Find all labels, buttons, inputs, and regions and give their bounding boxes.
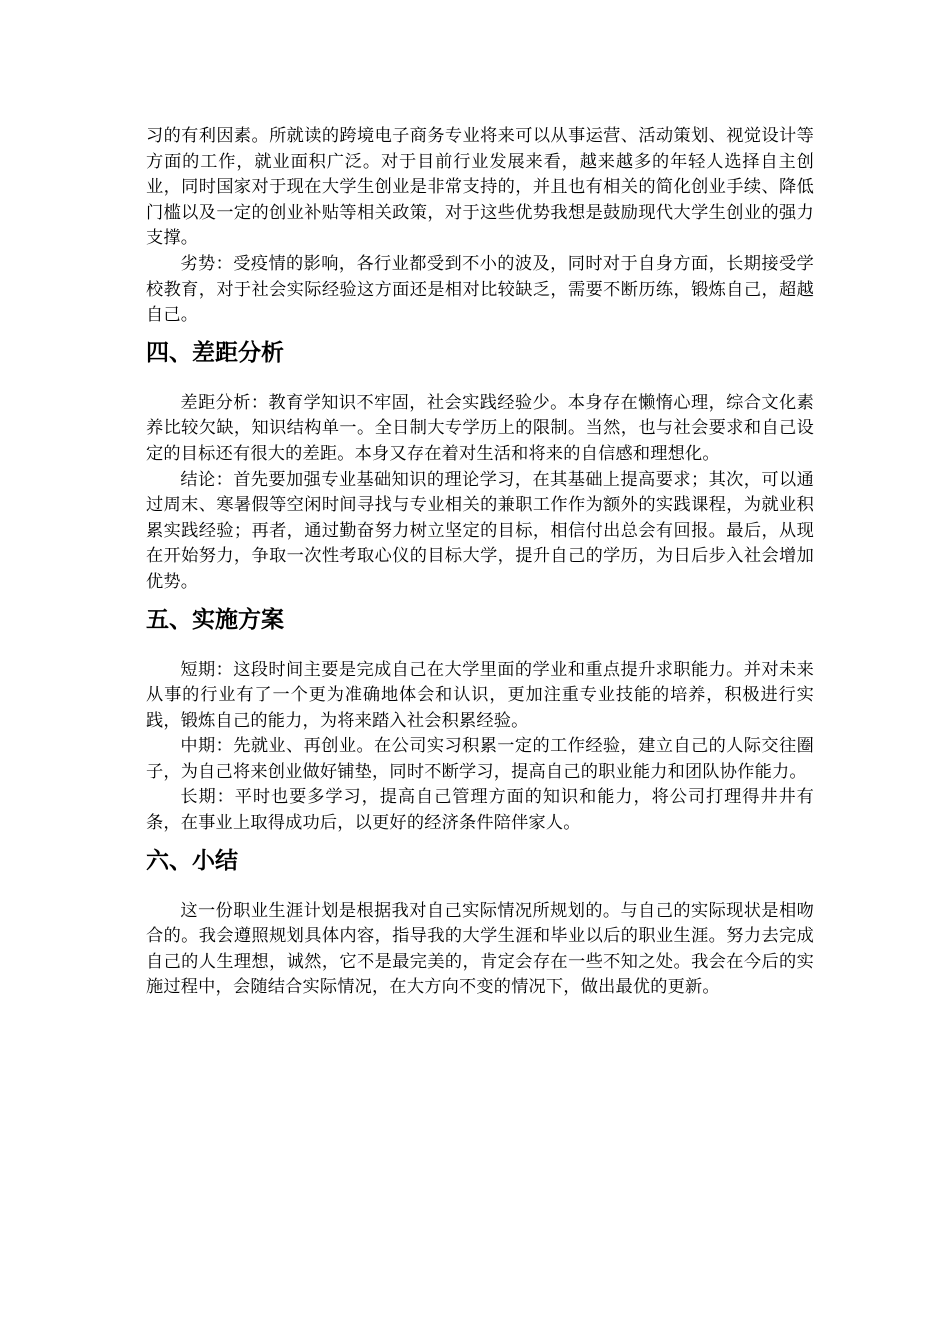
section-implementation-plan bbox=[146, 604, 814, 837]
paragraph-disadvantages: 劣势：受疫情的影响，各行业都受到不小的波及，同时对于自身方面，长期接受学校教育，对于社会实际经验这方面还是相对比较缺乏，需要不断历练，锻炼自己，超越自己。 bbox=[146, 253, 814, 326]
paragraph-gap-analysis: 差距分析：教育学知识不牢固，社会实践经验少。本身存在懒惰心理，综合文化素养比较欠缺，知识结构单一。全日制大专学历上的限制。当然，也与社会要求和自己设定的目标还有很大的差距。本身又存在着对生活和将来的自信感和理想化。 bbox=[146, 392, 814, 464]
paragraph-advantages-continued: 习的有利因素。所就读的跨境电子商务专业将来可以从事运营、活动策划、视觉设计等方面的工作，就业面积广泛。对于目前行业发展来看，越来越多的年轻人选择自主创业，同时国家对于现在大学生创业是非常支持的，并且也有相关的简化创业手续、降低门槛以及一定的创业补贴等相关政策，对于这些优势我想是鼓励现代大学生创业的强力支撑。 bbox=[146, 126, 814, 249]
heading-gap-analysis: 四、差距分析 bbox=[146, 339, 284, 366]
heading-summary: 六、小结 bbox=[146, 847, 238, 874]
heading-implementation-plan: 五、实施方案 bbox=[146, 606, 284, 633]
section-advantages bbox=[146, 124, 814, 329]
paragraph-mid-term: 中期：先就业、再创业。在公司实习积累一定的工作经验，建立自己的人际交往圈子，为自己将来创业做好铺垫，同时不断学习，提高自己的职业能力和团队协作能力。 bbox=[146, 736, 814, 782]
section-gap-analysis bbox=[146, 337, 814, 596]
paragraph-summary: 这一份职业生涯计划是根据我对自己实际情况所规划的。与自己的实际现状是相吻合的。我会遵照规划具体内容，指导我的大学生涯和毕业以后的职业生涯。努力去完成自己的人生理想，诚然，它不是最完美的，肯定会存在一些不知之处。我会在今后的实施过程中，会随结合实际情况，在大方向不变的情况下，做出最优的更新。 bbox=[146, 900, 814, 998]
paragraph-short-term: 短期：这段时间主要是完成自己在大学里面的学业和重点提升求职能力。并对未来从事的行业有了一个更为准确地体会和认识，更加注重专业技能的培养，积极进行实践，锻炼自己的能力，为将来踏入社会积累经验。 bbox=[146, 659, 814, 731]
document-page bbox=[146, 124, 814, 1001]
section-summary bbox=[146, 845, 814, 1001]
paragraph-conclusion: 结论：首先要加强专业基础知识的理论学习，在其基础上提高要求；其次，可以通过周末、寒暑假等空闲时间寻找与专业相关的兼职工作作为额外的实践课程，为就业积累实践经验；再者，通过勤奋努力树立坚定的目标，相信付出总会有回报。最后，从现在开始努力，争取一次性考取心仪的目标大学，提升自己的学历，为日后步入社会增加优势。 bbox=[146, 469, 814, 592]
paragraph-long-term: 长期：平时也要多学习，提高自己管理方面的知识和能力，将公司打理得井井有条，在事业上取得成功后，以更好的经济条件陪伴家人。 bbox=[146, 787, 814, 834]
